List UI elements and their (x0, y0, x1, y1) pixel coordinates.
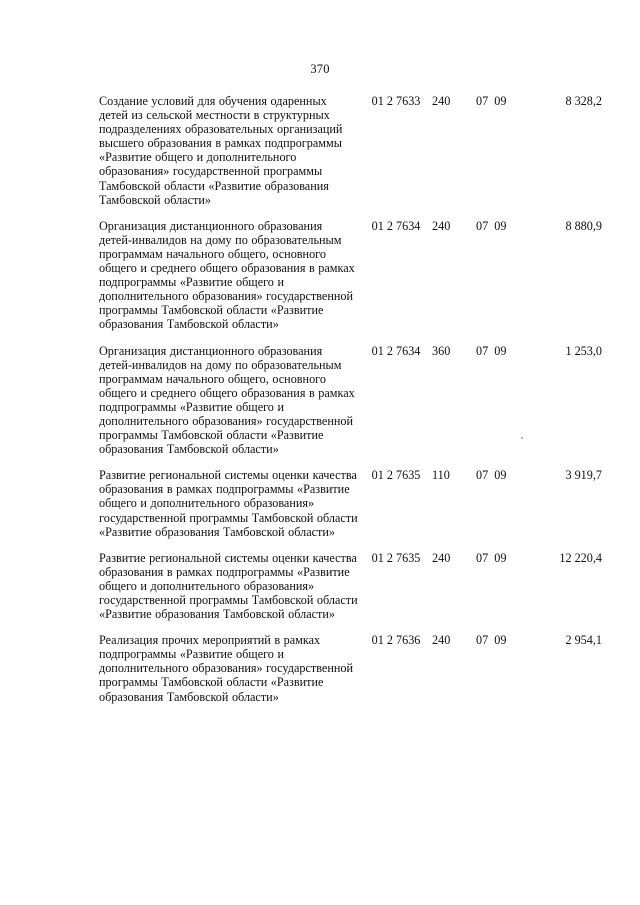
page-number: 370 (310, 62, 330, 76)
row-target-article-code: 01 2 7635 (371, 550, 421, 565)
row-amount: 1 253,0 (565, 343, 602, 358)
row-expense-type-code: 240 (432, 94, 451, 108)
table-row (0, 633, 640, 715)
row-description: Развитие региональной системы оценки качества образования в рамках подпрограммы «Развитие общего и дополнительного образования» государственной программы Тамбовской области «Развитие образования Тамбовской области» (99, 468, 358, 539)
row-section-subsection-code: 07 09 (476, 550, 507, 565)
row-description: Создание условий для обучения одаренных детей из сельской местности в структурных подразделениях образовательных организаций высшего образования в рамках подпрограммы «Развитие общего и дополнительного образования» государственной программы Тамбовской области «Развитие образования Тамбовской области» (99, 94, 343, 207)
row-target-article-code: 01 2 7633 (371, 94, 421, 108)
row-target-article-code: 01 2 7634 (371, 218, 421, 233)
table-row (0, 94, 640, 219)
row-description: Развитие региональной системы оценки качества образования в рамках подпрограммы «Развитие общего и дополнительного образования» государственной программы Тамбовской области «Развитие образования Тамбовской области» (99, 550, 358, 622)
row-description: Реализация прочих мероприятий в рамках подпрограммы «Развитие общего и дополнительного образования» государственной программы Тамбовской области «Развитие образования Тамбовской области» (99, 633, 353, 704)
row-amount: 8 328,2 (565, 94, 602, 108)
row-expense-type-code: 240 (432, 218, 451, 233)
row-target-article-code: 01 2 7634 (371, 343, 421, 358)
budget-table (0, 94, 640, 716)
row-description: Организация дистанционного образования детей-инвалидов на дому по образовательным программам начального общего, основного общего и среднего общего образования в рамках подпрограммы «Развитие общего и дополнительного образования» государственной программы Тамбовской области «Развитие образования Тамбовской области» (99, 343, 355, 457)
row-amount: 8 880,9 (565, 218, 602, 233)
scan-speck (521, 437, 523, 439)
row-section-subsection-code: 07 09 (476, 468, 507, 483)
row-expense-type-code: 110 (432, 468, 450, 483)
row-description: Организация дистанционного образования детей-инвалидов на дому по образовательным программам начального общего, основного общего и среднего общего образования в рамках подпрограммы «Развитие общего и дополнительного образования» государственной программы Тамбовской области «Развитие образования Тамбовской области» (99, 218, 355, 332)
table-row (0, 344, 640, 469)
table-row (0, 551, 640, 633)
row-target-article-code: 01 2 7636 (371, 633, 421, 648)
row-expense-type-code: 240 (432, 550, 451, 565)
row-target-article-code: 01 2 7635 (371, 468, 421, 483)
row-expense-type-code: 360 (432, 343, 451, 358)
table-row (0, 219, 640, 344)
table-row (0, 468, 640, 550)
row-amount: 3 919,7 (565, 468, 602, 483)
row-section-subsection-code: 07 09 (476, 343, 507, 358)
row-section-subsection-code: 07 09 (476, 218, 507, 233)
row-amount: 2 954,1 (565, 633, 602, 648)
row-expense-type-code: 240 (432, 633, 451, 648)
row-section-subsection-code: 07 09 (476, 94, 507, 108)
row-amount: 12 220,4 (559, 550, 602, 565)
row-section-subsection-code: 07 09 (476, 633, 507, 648)
